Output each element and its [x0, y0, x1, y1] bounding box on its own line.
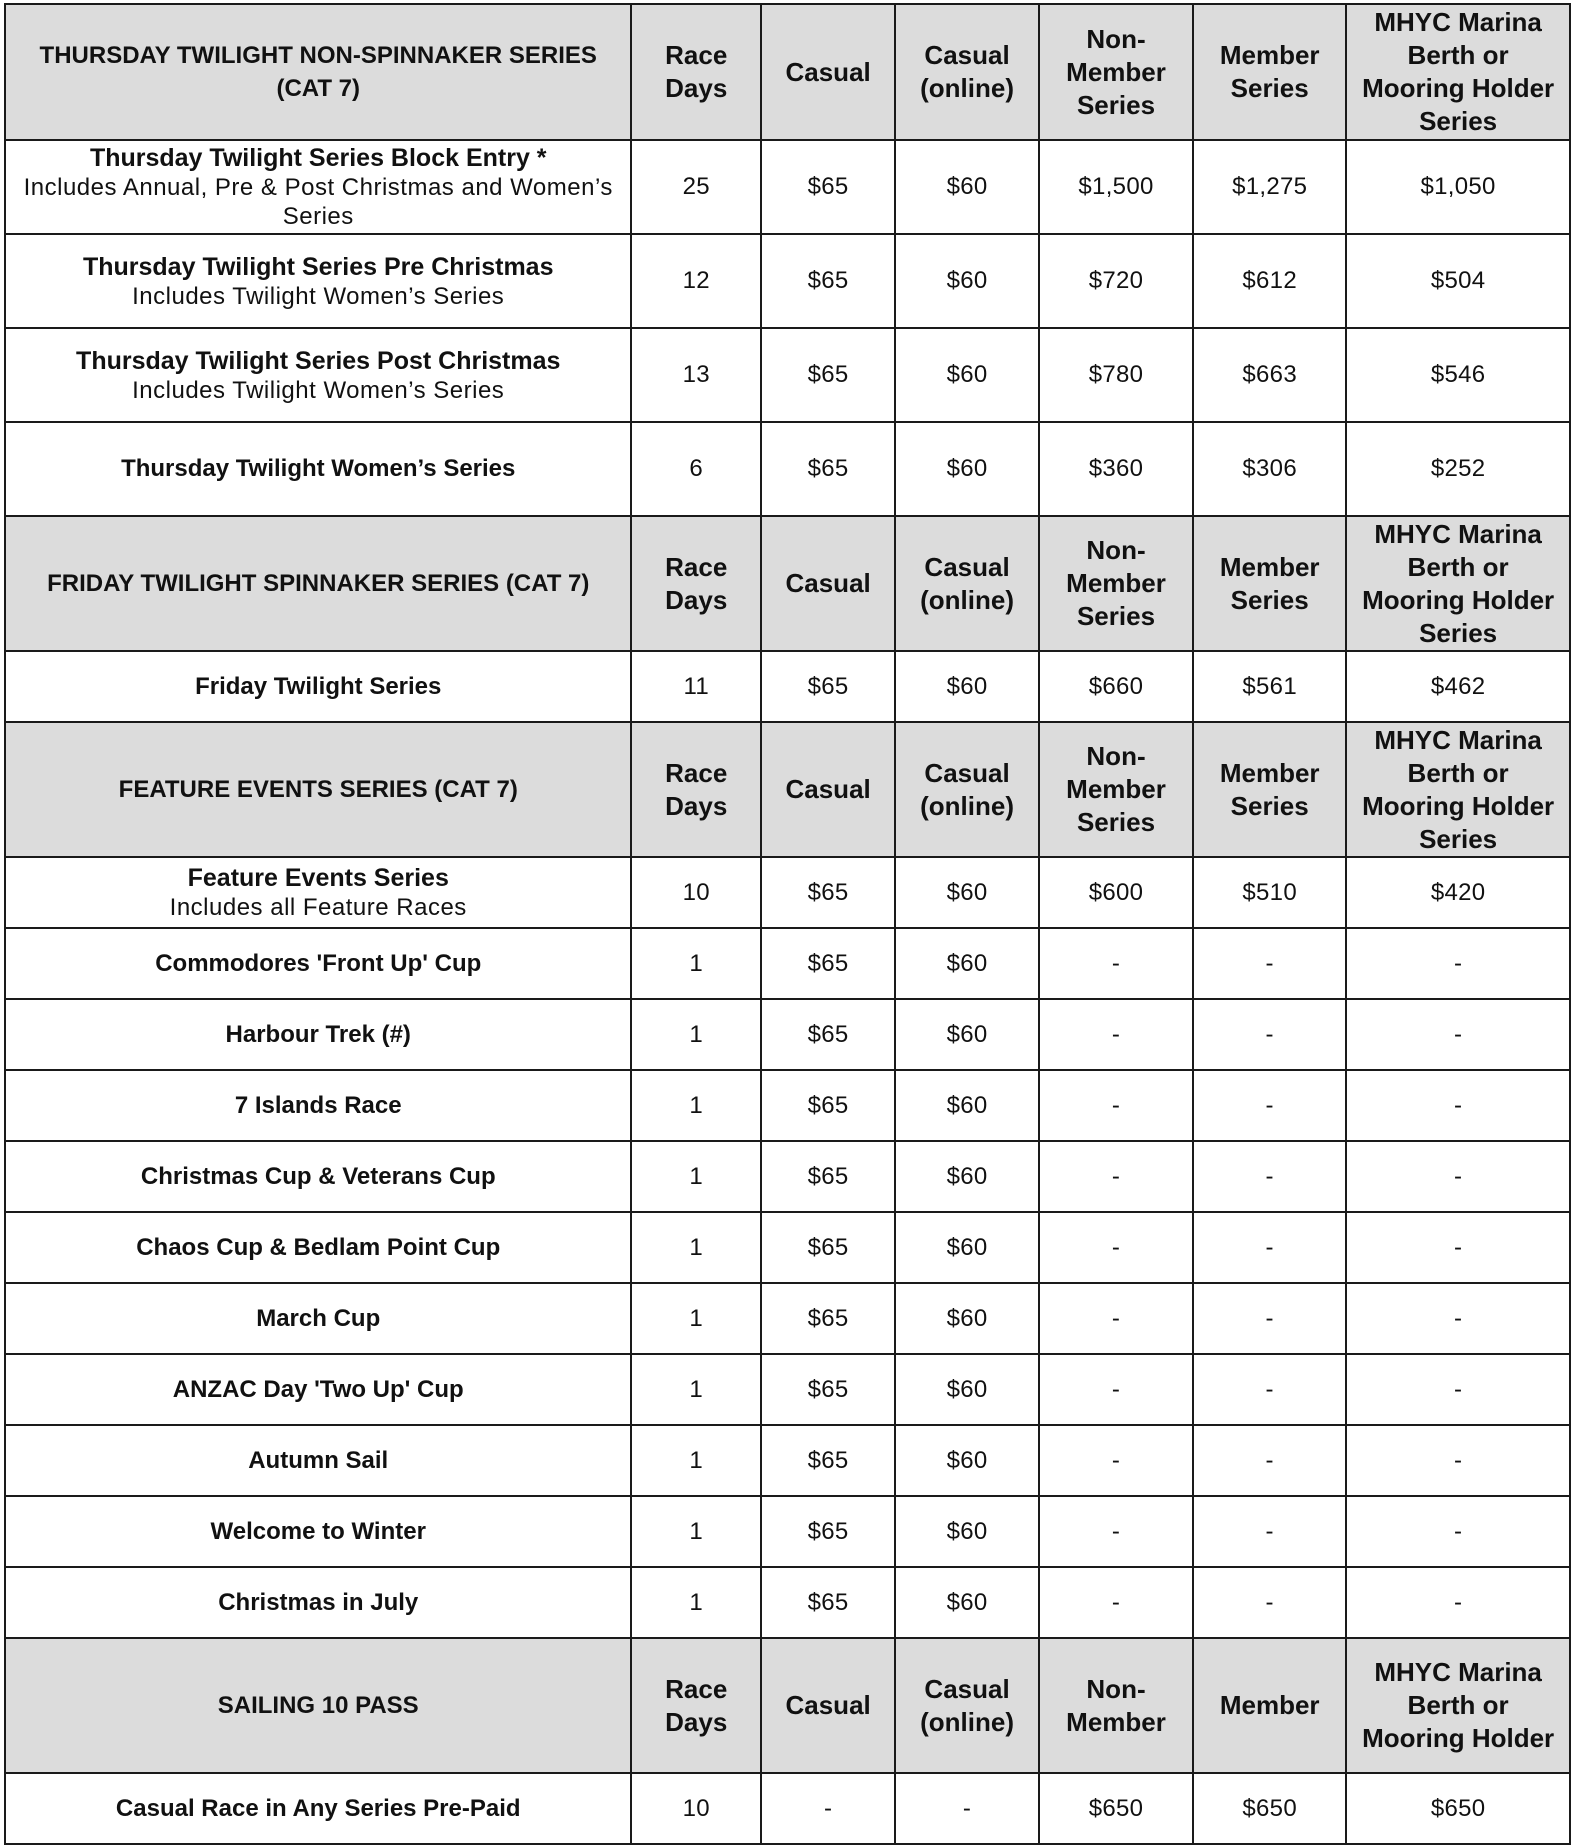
section-header-friday [5, 516, 1570, 651]
row-name-cell [5, 328, 631, 422]
col-header-member: Member Series [1193, 4, 1346, 140]
casual-cell: $65 [761, 234, 895, 328]
member-cell: $561 [1193, 651, 1346, 722]
race-days-cell: 25 [631, 140, 761, 234]
table-row [5, 1070, 1570, 1141]
col-header-race-days: Race Days [631, 4, 761, 140]
casual-cell: - [761, 1773, 895, 1844]
col-header-casual: Casual [761, 1638, 895, 1773]
non-member-cell: - [1039, 1425, 1193, 1496]
casual-cell: $65 [761, 999, 895, 1070]
non-member-cell: - [1039, 1212, 1193, 1283]
row-name: Commodores 'Front Up' Cup [5, 928, 631, 999]
col-header-race-days: Race Days [631, 722, 761, 857]
race-days-cell: 6 [631, 422, 761, 516]
table-row [5, 928, 1570, 999]
holder-cell: $420 [1346, 857, 1570, 928]
row-name: Christmas Cup & Veterans Cup [5, 1141, 631, 1212]
table-body [5, 4, 1570, 1844]
col-header-casual-online: Casual (online) [895, 1638, 1039, 1773]
col-header-non-member: Non-Member Series [1039, 516, 1193, 651]
casual-cell: $65 [761, 1354, 895, 1425]
holder-cell: - [1346, 1354, 1570, 1425]
casual-online-cell: - [895, 1773, 1039, 1844]
race-days-cell: 1 [631, 1141, 761, 1212]
holder-cell: - [1346, 1070, 1570, 1141]
row-name: Feature Events Series [187, 864, 449, 892]
row-name: Harbour Trek (#) [5, 999, 631, 1070]
row-note: Includes Twilight Women’s Series [132, 282, 505, 310]
col-header-casual-online: Casual (online) [895, 722, 1039, 857]
member-cell: - [1193, 1354, 1346, 1425]
casual-cell: $65 [761, 422, 895, 516]
casual-cell: $65 [761, 651, 895, 722]
casual-online-cell: $60 [895, 328, 1039, 422]
section-title: FEATURE EVENTS SERIES (CAT 7) [5, 722, 631, 857]
member-cell: - [1193, 1425, 1346, 1496]
col-header-holder: MHYC Marina Berth or Mooring Holder Series [1346, 516, 1570, 651]
casual-cell: $65 [761, 1567, 895, 1638]
non-member-cell: $360 [1039, 422, 1193, 516]
member-cell: $1,275 [1193, 140, 1346, 234]
row-name: Chaos Cup & Bedlam Point Cup [5, 1212, 631, 1283]
row-note: Includes all Feature Races [169, 894, 467, 921]
race-days-cell: 1 [631, 1212, 761, 1283]
col-header-casual: Casual [761, 4, 895, 140]
race-days-cell: 1 [631, 1567, 761, 1638]
col-header-holder: MHYC Marina Berth or Mooring Holder Series [1346, 722, 1570, 857]
row-name: Thursday Twilight Series Post Christmas [76, 346, 561, 375]
non-member-cell: $720 [1039, 234, 1193, 328]
casual-online-cell: $60 [895, 928, 1039, 999]
race-days-cell: 10 [631, 1773, 761, 1844]
row-name: Welcome to Winter [5, 1496, 631, 1567]
non-member-cell: $600 [1039, 857, 1193, 928]
casual-online-cell: $60 [895, 1283, 1039, 1354]
table-row [5, 1212, 1570, 1283]
row-name: Thursday Twilight Series Block Entry * [89, 144, 547, 172]
holder-cell: - [1346, 1496, 1570, 1567]
col-header-casual: Casual [761, 516, 895, 651]
casual-online-cell: $60 [895, 422, 1039, 516]
table-row [5, 1773, 1570, 1844]
race-days-cell: 1 [631, 999, 761, 1070]
non-member-cell: - [1039, 999, 1193, 1070]
non-member-cell: $780 [1039, 328, 1193, 422]
col-header-non-member: Non-Member [1039, 1638, 1193, 1773]
casual-cell: $65 [761, 1141, 895, 1212]
race-days-cell: 1 [631, 1496, 761, 1567]
race-days-cell: 1 [631, 1354, 761, 1425]
casual-cell: $65 [761, 1425, 895, 1496]
casual-online-cell: $60 [895, 857, 1039, 928]
table-row [5, 1283, 1570, 1354]
col-header-holder: MHYC Marina Berth or Mooring Holder Series [1346, 4, 1570, 140]
non-member-cell: - [1039, 1283, 1193, 1354]
casual-online-cell: $60 [895, 1496, 1039, 1567]
casual-cell: $65 [761, 1070, 895, 1141]
row-name: Thursday Twilight Series Pre Christmas [82, 252, 554, 281]
non-member-cell: - [1039, 1354, 1193, 1425]
row-name-cell [5, 857, 631, 928]
member-cell: $510 [1193, 857, 1346, 928]
section-header-thursday [5, 4, 1570, 140]
table-row [5, 999, 1570, 1070]
race-days-cell: 13 [631, 328, 761, 422]
non-member-cell: - [1039, 1070, 1193, 1141]
casual-cell: $65 [761, 140, 895, 234]
member-cell: - [1193, 1212, 1346, 1283]
casual-cell: $65 [761, 1283, 895, 1354]
col-header-non-member: Non-Member Series [1039, 4, 1193, 140]
row-name: Christmas in July [5, 1567, 631, 1638]
holder-cell: $546 [1346, 328, 1570, 422]
holder-cell: $252 [1346, 422, 1570, 516]
col-header-race-days: Race Days [631, 516, 761, 651]
table-row [5, 857, 1570, 928]
table-row [5, 1567, 1570, 1638]
table-row [5, 1141, 1570, 1212]
holder-cell: - [1346, 1141, 1570, 1212]
casual-cell: $65 [761, 857, 895, 928]
table-row [5, 1425, 1570, 1496]
race-days-cell: 1 [631, 1283, 761, 1354]
row-name-cell [5, 234, 631, 328]
col-header-holder: MHYC Marina Berth or Mooring Holder [1346, 1638, 1570, 1773]
table-row [5, 1496, 1570, 1567]
row-name: March Cup [5, 1283, 631, 1354]
row-name: Friday Twilight Series [5, 651, 631, 722]
member-cell: $612 [1193, 234, 1346, 328]
non-member-cell: $650 [1039, 1773, 1193, 1844]
casual-cell: $65 [761, 328, 895, 422]
section-title: FRIDAY TWILIGHT SPINNAKER SERIES (CAT 7) [5, 516, 631, 651]
holder-cell: $650 [1346, 1773, 1570, 1844]
table-row [5, 328, 1570, 422]
member-cell: - [1193, 1141, 1346, 1212]
race-days-cell: 11 [631, 651, 761, 722]
member-cell: - [1193, 1070, 1346, 1141]
casual-online-cell: $60 [895, 1070, 1039, 1141]
section-title: SAILING 10 PASS [5, 1638, 631, 1773]
row-name: ANZAC Day 'Two Up' Cup [5, 1354, 631, 1425]
holder-cell: - [1346, 1425, 1570, 1496]
member-cell: $663 [1193, 328, 1346, 422]
section-title: THURSDAY TWILIGHT NON-SPINNAKER SERIES (CAT 7) [5, 4, 631, 140]
table-row [5, 651, 1570, 722]
holder-cell: - [1346, 1212, 1570, 1283]
holder-cell: $504 [1346, 234, 1570, 328]
casual-online-cell: $60 [895, 651, 1039, 722]
casual-online-cell: $60 [895, 1354, 1039, 1425]
casual-online-cell: $60 [895, 1141, 1039, 1212]
col-header-casual-online: Casual (online) [895, 4, 1039, 140]
table-row [5, 140, 1570, 234]
section-header-feature [5, 722, 1570, 857]
member-cell: $650 [1193, 1773, 1346, 1844]
holder-cell: - [1346, 1283, 1570, 1354]
holder-cell: - [1346, 928, 1570, 999]
non-member-cell: - [1039, 1567, 1193, 1638]
holder-cell: - [1346, 1567, 1570, 1638]
table-row [5, 422, 1570, 516]
casual-online-cell: $60 [895, 999, 1039, 1070]
col-header-casual: Casual [761, 722, 895, 857]
non-member-cell: $660 [1039, 651, 1193, 722]
holder-cell: $462 [1346, 651, 1570, 722]
row-name: 7 Islands Race [5, 1070, 631, 1141]
holder-cell: - [1346, 999, 1570, 1070]
race-days-cell: 1 [631, 1425, 761, 1496]
row-name-cell [5, 140, 631, 234]
member-cell: - [1193, 999, 1346, 1070]
section-header-pass [5, 1638, 1570, 1773]
casual-online-cell: $60 [895, 1425, 1039, 1496]
casual-online-cell: $60 [895, 1567, 1039, 1638]
col-header-member: Member Series [1193, 516, 1346, 651]
row-note: Includes Twilight Women’s Series [132, 376, 505, 404]
race-days-cell: 12 [631, 234, 761, 328]
race-days-cell: 1 [631, 1070, 761, 1141]
row-name: Thursday Twilight Women’s Series [5, 422, 631, 516]
member-cell: - [1193, 1283, 1346, 1354]
member-cell: - [1193, 928, 1346, 999]
non-member-cell: $1,500 [1039, 140, 1193, 234]
race-days-cell: 1 [631, 928, 761, 999]
col-header-member: Member [1193, 1638, 1346, 1773]
row-name: Casual Race in Any Series Pre-Paid [5, 1773, 631, 1844]
non-member-cell: - [1039, 1141, 1193, 1212]
row-name: Autumn Sail [5, 1425, 631, 1496]
race-fees-table [4, 3, 1571, 1845]
table-row [5, 234, 1570, 328]
col-header-race-days: Race Days [631, 1638, 761, 1773]
non-member-cell: - [1039, 928, 1193, 999]
casual-online-cell: $60 [895, 1212, 1039, 1283]
casual-online-cell: $60 [895, 234, 1039, 328]
col-header-casual-online: Casual (online) [895, 516, 1039, 651]
casual-cell: $65 [761, 1496, 895, 1567]
col-header-member: Member Series [1193, 722, 1346, 857]
casual-cell: $65 [761, 928, 895, 999]
member-cell: - [1193, 1567, 1346, 1638]
race-days-cell: 10 [631, 857, 761, 928]
row-note: Includes Annual, Pre & Post Christmas and Women’s Series [23, 174, 613, 230]
col-header-non-member: Non-Member Series [1039, 722, 1193, 857]
non-member-cell: - [1039, 1496, 1193, 1567]
casual-online-cell: $60 [895, 140, 1039, 234]
table-row [5, 1354, 1570, 1425]
casual-cell: $65 [761, 1212, 895, 1283]
member-cell: $306 [1193, 422, 1346, 516]
holder-cell: $1,050 [1346, 140, 1570, 234]
member-cell: - [1193, 1496, 1346, 1567]
